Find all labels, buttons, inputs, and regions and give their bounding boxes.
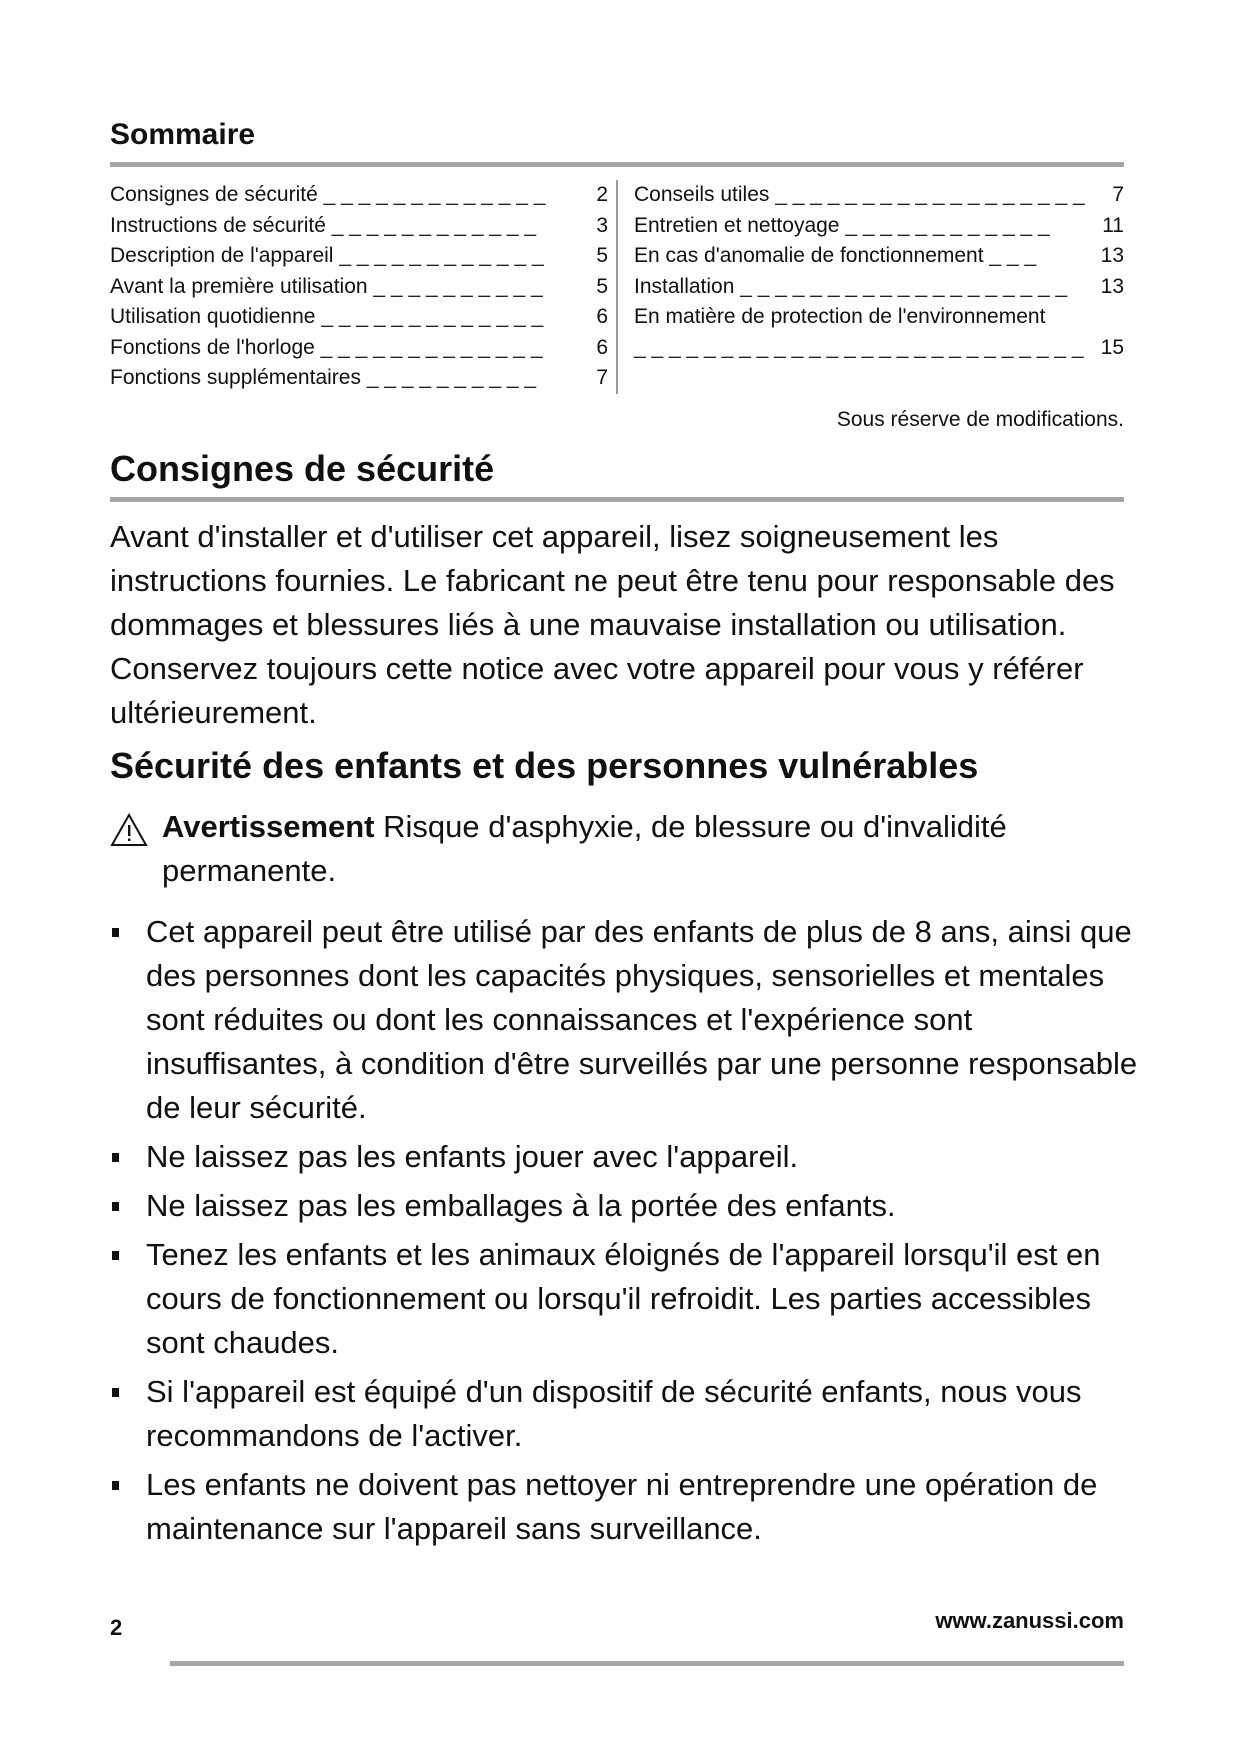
bullet-square-icon — [112, 1153, 119, 1162]
toc-leader: _ _ _ _ _ _ _ _ _ _ _ _ _ _ _ _ _ _ _ — [740, 274, 1068, 298]
toc-entry-label: Description de l'appareil — [110, 244, 334, 267]
list-item-text: Cet appareil peut être utilisé par des enfants de plus de 8 ans, ainsi que des personnes dont les capacités physiques, sensorielles et mentales sont réduites ou dont les connaissances et l'expérience sont insuffisantes, à condition d'être surveillés par une personne responsable de leur sécurité. — [146, 914, 1138, 1125]
toc-entry-page: 5 — [596, 274, 608, 298]
bullet-square-icon — [112, 1481, 119, 1490]
toc-leader: _ _ _ _ _ _ _ _ _ _ _ _ — [331, 213, 537, 237]
toc-entry[interactable] — [110, 180, 608, 211]
website-link[interactable]: www.zanussi.com — [935, 1608, 1124, 1633]
toc-leader: _ _ _ _ _ _ _ _ _ _ _ _ — [845, 213, 1050, 237]
toc-title: Sommaire — [110, 118, 256, 151]
list-item — [110, 1184, 1140, 1228]
toc-entry[interactable] — [110, 272, 608, 303]
list-item-text: Ne laissez pas les enfants jouer avec l'appareil. — [146, 1139, 799, 1174]
toc-leader: _ _ _ _ _ _ _ _ _ _ — [373, 274, 543, 298]
toc-entry-label: Conseils utiles — [634, 183, 770, 206]
warning-line-1: Risque d'asphyxie, de blessure ou d'invalidité — [383, 809, 1007, 844]
toc-entry-label: En matière de protection de l'environnement — [634, 305, 1046, 328]
toc-entry[interactable] — [110, 241, 608, 272]
toc-entry-label: Instructions de sécurité — [110, 213, 326, 237]
page-number: 2 — [110, 1615, 123, 1640]
toc-rule — [110, 162, 1124, 167]
toc-entry-page: 2 — [596, 183, 608, 206]
toc-entry[interactable] — [634, 272, 1124, 303]
toc-entry-page: 6 — [596, 305, 608, 328]
list-item-text: Ne laissez pas les emballages à la portée des enfants. — [146, 1188, 896, 1223]
toc-entry-label: Utilisation quotidienne — [110, 305, 316, 328]
toc-right-column — [634, 180, 1124, 363]
toc-column-divider — [616, 180, 618, 394]
toc-entry-page: 7 — [596, 366, 608, 389]
toc-entry[interactable] — [110, 211, 608, 242]
list-item — [110, 1233, 1140, 1365]
toc-entry-label: Fonctions de l'horloge — [110, 335, 315, 359]
toc-leader: _ _ _ _ _ _ _ _ _ _ _ _ _ _ _ _ _ _ — [775, 183, 1085, 206]
warning-label: Avertissement — [162, 809, 375, 844]
bullet-square-icon — [112, 928, 119, 937]
section-title-safety: Consignes de sécurité — [110, 448, 495, 489]
toc-entry-page: 13 — [1100, 274, 1124, 298]
warning-text — [162, 805, 1124, 893]
toc-entry-page: 13 — [1100, 244, 1124, 267]
toc-entry-page: 7 — [1112, 183, 1124, 206]
subsection-title-children: Sécurité des enfants et des personnes vulnérables — [110, 745, 979, 786]
list-item — [110, 1463, 1140, 1551]
warning-block — [110, 805, 1124, 893]
bullet-square-icon — [112, 1251, 119, 1260]
toc-entry-label: Avant la première utilisation — [110, 274, 368, 298]
list-item — [110, 1135, 1140, 1179]
toc-entry-label: Entretien et nettoyage — [634, 213, 840, 237]
list-item-text: Si l'appareil est équipé d'un dispositif de sécurité enfants, nous vous recommandons de l'activer. — [146, 1374, 1082, 1453]
toc-left-column — [110, 180, 608, 394]
warning-line-2: permanente. — [162, 853, 337, 888]
toc-entry[interactable] — [634, 241, 1124, 272]
toc-entry[interactable] — [110, 363, 608, 394]
children-safety-list — [110, 910, 1140, 1556]
section-rule — [110, 497, 1124, 502]
safety-intro-paragraph: Avant d'installer et d'utiliser cet appareil, lisez soigneusement les instructions fournies. Le fabricant ne peut être tenu pour responsable des dommages et blessures liés à une mauvaise installation ou utilisation. Conservez toujours cette notice avec votre appareil pour vous y référer ultérieurement. — [110, 519, 1115, 730]
toc-entry-page: 5 — [596, 244, 608, 267]
toc-leader: _ _ _ _ _ _ _ _ _ _ _ _ — [339, 244, 544, 267]
toc-leader: _ _ _ _ _ _ _ _ _ _ _ _ _ — [321, 305, 544, 328]
toc-entry-page: 15 — [1100, 335, 1124, 359]
bullet-square-icon — [112, 1388, 119, 1397]
warning-triangle-icon — [110, 813, 148, 859]
toc-leader: _ _ _ _ _ _ _ _ _ _ _ _ _ — [323, 183, 546, 206]
list-item — [110, 910, 1140, 1130]
toc-entry-page: 3 — [596, 213, 608, 237]
toc-entry[interactable] — [110, 333, 608, 364]
list-item — [110, 1370, 1140, 1458]
list-item-text: Tenez les enfants et les animaux éloignés de l'appareil lorsqu'il est en cours de fonctionnement ou lorsqu'il refroidit. Les parties accessibles sont chaudes. — [146, 1237, 1101, 1360]
toc-entry[interactable] — [634, 180, 1124, 211]
toc-entry-label: Consignes de sécurité — [110, 183, 318, 206]
toc-entry-page: 6 — [596, 335, 608, 359]
toc-entry-label: En cas d'anomalie de fonctionnement — [634, 244, 984, 267]
toc-leader: _ _ _ _ _ _ _ _ _ _ _ _ _ _ _ _ _ _ _ _ _ _ _ _ _ _ — [634, 335, 1084, 359]
footer-rule — [170, 1661, 1124, 1666]
toc-leader: _ _ _ — [989, 244, 1037, 267]
bullet-square-icon — [112, 1202, 119, 1211]
toc-entry[interactable] — [634, 302, 1124, 333]
toc-leader: _ _ _ _ _ _ _ _ _ _ _ _ _ — [320, 335, 543, 359]
list-item-text: Les enfants ne doivent pas nettoyer ni entreprendre une opération de maintenance sur l'appareil sans surveillance. — [146, 1467, 1098, 1546]
toc-leader: _ _ _ _ _ _ _ _ _ _ — [366, 366, 537, 389]
toc-entry-label: Installation — [634, 274, 735, 298]
toc-entry[interactable] — [634, 211, 1124, 242]
toc-entry-continuation[interactable] — [634, 333, 1124, 364]
toc-entry[interactable] — [110, 302, 608, 333]
toc-entry-page: 11 — [1102, 213, 1124, 237]
toc-entry-label: Fonctions supplémentaires — [110, 366, 361, 389]
reserve-note: Sous réserve de modifications. — [836, 408, 1124, 431]
